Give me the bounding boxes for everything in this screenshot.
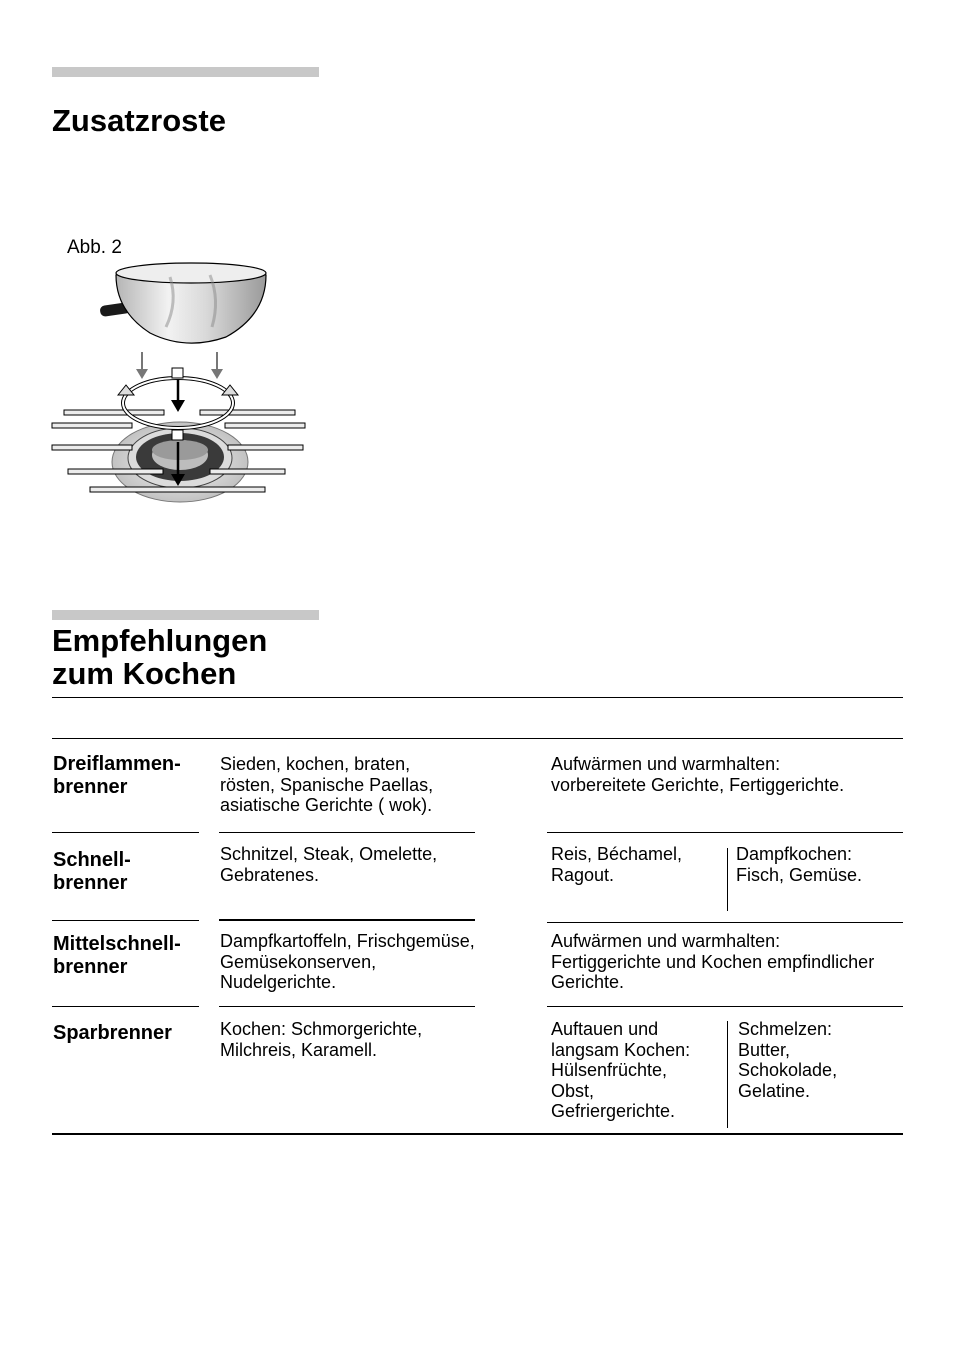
title-underline xyxy=(52,697,903,698)
row-divider xyxy=(219,832,475,833)
table-cell-usage: Reis, Béchamel, Ragout. xyxy=(551,844,683,885)
row-divider xyxy=(219,1006,475,1007)
cell-divider xyxy=(727,1021,728,1128)
cell-divider xyxy=(727,848,728,911)
table-cell-usage: Dampfkochen: Fisch, Gemüse. xyxy=(736,844,863,885)
arrow-down-icon xyxy=(136,369,148,379)
section-divider-bar xyxy=(52,67,319,77)
section-title-empfehlungen-line2: zum Kochen xyxy=(52,656,237,691)
row-divider xyxy=(547,832,903,833)
row-divider xyxy=(52,832,199,833)
arrow-down-icon xyxy=(171,400,185,412)
row-divider xyxy=(52,920,199,921)
table-cell-usage: Aufwärmen und warmhalten: Fertiggerichte und Kochen empfindlicher Gerichte. xyxy=(551,931,875,992)
table-top-rule xyxy=(52,738,903,739)
row-divider xyxy=(219,919,475,921)
row-divider xyxy=(52,1006,199,1007)
burner-label-spar: Sparbrenner xyxy=(53,1022,172,1044)
table-cell-usage: Dampfkartoffeln, Frischgemüse, Gemüsekonserven, Nudelgerichte. xyxy=(220,931,475,992)
arrow-down-icon xyxy=(211,369,223,379)
figure-label: Abb. 2 xyxy=(67,237,122,258)
burner-label-dreiflammen: Dreiflammen- brenner xyxy=(53,753,181,798)
burner-label-schnell: Schnell- brenner xyxy=(53,849,131,894)
table-cell-usage: Aufwärmen und warmhalten: vorbereitete Gerichte, Fertiggerichte. xyxy=(551,754,845,795)
section-title-empfehlungen-line1: Empfehlungen xyxy=(52,623,268,658)
table-cell-usage: Sieden, kochen, braten, rösten, Spanische Paellas, asiatische Gerichte ( wok). xyxy=(220,754,434,815)
section-title-zusatzroste: Zusatzroste xyxy=(52,103,226,138)
burner-label-mittelschnell: Mittelschnell- brenner xyxy=(53,933,181,978)
table-cell-usage: Schnitzel, Steak, Omelette, Gebratenes. xyxy=(220,844,438,885)
table-cell-usage: Schmelzen: Butter, Schokolade, Gelatine. xyxy=(738,1019,838,1101)
section-divider-bar xyxy=(52,610,319,620)
wok-grate-illustration xyxy=(50,255,310,515)
table-cell-usage: Auftauen und langsam Kochen: Hülsenfrüchte, Obst, Gefriergerichte. xyxy=(551,1019,691,1121)
row-divider xyxy=(547,1006,903,1007)
table-cell-usage: Kochen: Schmorgerichte, Milchreis, Karamell. xyxy=(220,1019,423,1060)
row-divider xyxy=(547,922,903,923)
table-bottom-rule xyxy=(52,1133,903,1135)
